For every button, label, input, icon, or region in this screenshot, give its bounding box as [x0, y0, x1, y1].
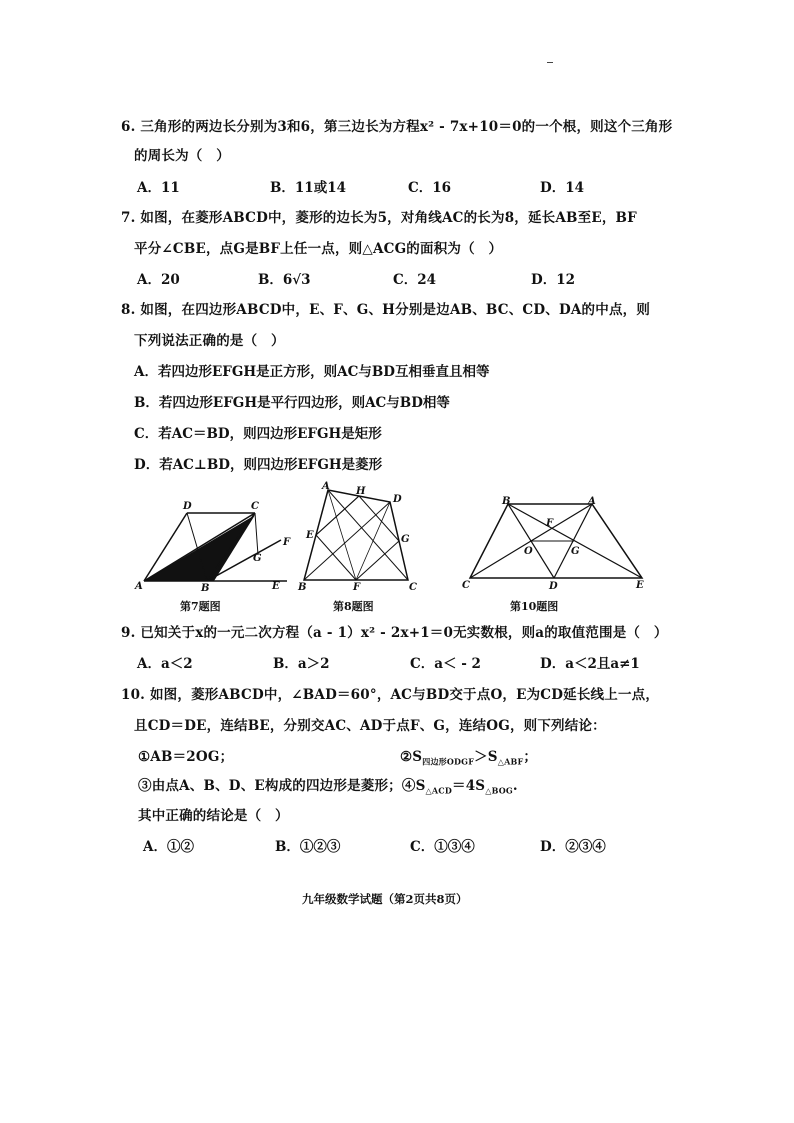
q6-line2: 的周长为（ ） [134, 148, 230, 164]
page-footer: 九年级数学试题（第2页共8页） [302, 892, 468, 906]
fig8-line-eh [316, 496, 359, 535]
fig8-diagonal-bd [304, 502, 390, 580]
q10-option-b: B．①②③ [275, 839, 341, 855]
fig7-label-f: F [283, 537, 291, 548]
q10-option-a: A．①② [143, 839, 194, 855]
fig10-label-f: F [546, 518, 554, 529]
fig8-label-b: B [298, 582, 307, 593]
fig8-quadrilateral-efgh [316, 496, 399, 580]
q9-line1: 9. 已知关于x的一元二次方程（a - 1）x² - 2x+1＝0无实数根，则a的取值范围是（ ） [121, 625, 668, 641]
q6-option-c: C．16 [408, 180, 452, 196]
fig8-label-f: F [353, 582, 361, 593]
q8-line1: 8. 如图，在四边形ABCD中，E、F、G、H分别是边AB、BC、CD、DA的中点，则 [121, 302, 651, 318]
q8-option-c: C．若AC＝BD，则四边形EFGH是矩形 [134, 426, 382, 442]
fig10-label-b: B [502, 496, 511, 507]
q9-option-c: C．a＜ - 2 [410, 656, 481, 672]
fig7-line-cg [255, 513, 258, 555]
q7-option-c: C．24 [393, 272, 437, 288]
q10-conclusion-2: $②S_{四边形ODGF}>S_{\triangle ABF}$； [400, 749, 538, 767]
q7-line2: 平分∠CBE，点G是BF上任一点，则△ACG的面积为（ ） [134, 241, 503, 257]
fig10-caption: 第10题图 [510, 600, 559, 613]
fig10-label-c: C [462, 580, 470, 591]
q6-option-a: A．11 [137, 180, 180, 196]
q10-line2: 且CD＝DE，连结BE，分别交AC、AD于点F、G，连结OG，则下列结论： [134, 718, 606, 734]
fig7-label-b: B [201, 583, 210, 594]
fig8-label-h: H [356, 486, 366, 497]
q10-line1: 10. 如图，菱形ABCD中，∠BAD＝60°，AC与BD交于点O，E为CD延长线上一点， [121, 687, 660, 703]
fig8-label-e: E [306, 530, 314, 541]
fig8-label-a: A [322, 481, 330, 492]
fig7-label-e: E [272, 581, 280, 592]
q8-option-a: A．若四边形EFGH是正方形，则AC与BD互相垂直且相等 [134, 364, 490, 380]
q6-option-d: D．14 [540, 180, 584, 196]
q6-line1: 6. 三角形的两边长分别为3和6，第三边长为方程x² - 7x+10＝0的一个根，则这个三角形 [121, 119, 673, 135]
fig7-label-g: G [253, 553, 262, 564]
fig10-label-o: O [524, 546, 533, 557]
figure-10 [458, 494, 648, 592]
fig8-line-df [356, 502, 390, 580]
q10-conclusion-1: ①AB＝2OG； [138, 749, 234, 765]
q6-option-b: B．11或14 [270, 180, 346, 196]
fig7-label-a: A [135, 581, 143, 592]
q10-line5: 其中正确的结论是（ ） [138, 808, 289, 824]
fig7-label-c: C [251, 501, 259, 512]
q10-option-c: C．①③④ [410, 839, 475, 855]
figure-7 [135, 495, 295, 593]
q8-option-d: D．若AC⊥BD，则四边形EFGH是菱形 [134, 457, 383, 473]
fig8-label-c: C [409, 582, 417, 593]
q9-option-b: B．a＞2 [273, 656, 330, 672]
q7-option-d: D．12 [531, 272, 575, 288]
fig7-caption: 第7题图 [180, 600, 221, 613]
fig8-caption: 第8题图 [333, 600, 374, 613]
q7-option-b: B．6√3 [258, 272, 311, 288]
q9-option-a: A．a＜2 [137, 656, 193, 672]
fig10-label-e: E [636, 580, 644, 591]
fig10-line-be [508, 504, 642, 578]
q7-line1: 7. 如图，在菱形ABCD中，菱形的边长为5，对角线AC的长为8，延长AB至E，BF [121, 210, 637, 226]
fig8-label-g: G [401, 534, 410, 545]
fig8-label-d: D [393, 494, 402, 505]
q10-conclusion-3-4: ③由点A、B、D、E构成的四边形是菱形；$④S_{\triangle ACD}=4S_{\triangle BOG}$. [138, 778, 518, 796]
scan-mark [547, 62, 553, 63]
fig10-label-d: D [549, 581, 558, 592]
q7-option-a: A．20 [137, 272, 180, 288]
q9-option-d: D．a＜2且a≠1 [540, 656, 640, 672]
figure-8 [298, 481, 423, 593]
fig8-line-af [328, 490, 356, 580]
fig10-label-a: A [588, 496, 596, 507]
q8-line2: 下列说法正确的是（ ） [134, 333, 285, 349]
q10-option-d: D．②③④ [540, 839, 606, 855]
fig10-label-g: G [571, 546, 580, 557]
fig7-label-d: D [183, 501, 192, 512]
q8-option-b: B．若四边形EFGH是平行四边形，则AC与BD相等 [134, 395, 450, 411]
